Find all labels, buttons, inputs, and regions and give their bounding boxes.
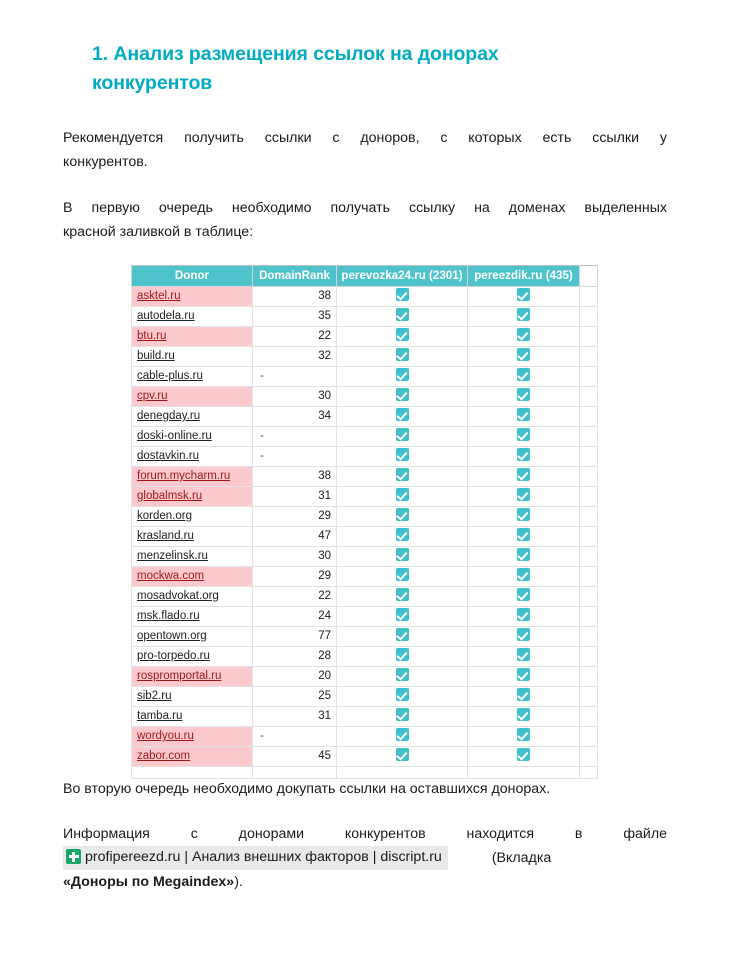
table-header-row	[132, 266, 598, 287]
checkbox-checked-icon[interactable]	[396, 728, 409, 741]
table-row	[132, 667, 598, 687]
checkbox-checked-icon[interactable]	[517, 408, 530, 421]
table-row	[132, 387, 598, 407]
table-row	[132, 427, 598, 447]
cell-donor	[132, 367, 253, 387]
cell-pereezdik	[468, 347, 580, 367]
donor-link[interactable]: forum.mycharm.ru	[137, 470, 231, 482]
table-row	[132, 407, 598, 427]
paragraph-line: конкурентов.	[63, 154, 148, 170]
cell-spacer	[580, 587, 598, 607]
table-row	[132, 327, 598, 347]
cell-spacer	[580, 307, 598, 327]
file-chip[interactable]	[63, 846, 448, 870]
cell-donor	[132, 287, 253, 307]
column-header-domainrank[interactable]: DomainRank	[253, 266, 337, 287]
cell-spacer	[580, 527, 598, 547]
cell-domainrank: 28	[253, 647, 337, 667]
checkbox-checked-icon[interactable]	[396, 428, 409, 441]
checkbox-checked-icon[interactable]	[517, 288, 530, 301]
paragraph-line: Рекомендуется получить ссылки с доноров, с которых есть ссылки у	[63, 130, 667, 146]
table-row	[132, 607, 598, 627]
table-row	[132, 687, 598, 707]
cell-donor	[132, 527, 253, 547]
cell-perevozka24	[337, 367, 468, 387]
cell-perevozka24	[337, 387, 468, 407]
donor-link[interactable]: menzelinsk.ru	[137, 550, 208, 562]
cell-perevozka24	[337, 327, 468, 347]
checkbox-checked-icon[interactable]	[396, 608, 409, 621]
table-row	[132, 287, 598, 307]
cell-perevozka24	[337, 427, 468, 447]
tab-note-suffix: ).	[234, 874, 243, 891]
cell-spacer	[580, 367, 598, 387]
donor-link[interactable]: autodela.ru	[137, 310, 195, 322]
heading-number: 1.	[92, 43, 109, 65]
checkbox-checked-icon[interactable]	[517, 748, 530, 761]
cell-domainrank: -	[253, 367, 337, 387]
donor-link[interactable]: opentown.org	[137, 630, 207, 642]
heading-text: Анализ размещения ссылок на донорах конкурентов	[92, 43, 499, 94]
paragraph-line: Во вторую очередь необходимо докупать ссылки на оставшихся донорах.	[63, 781, 551, 797]
paragraph-line: В первую очередь необходимо получать ссылку на доменах выделенных	[63, 200, 667, 216]
checkbox-checked-icon[interactable]	[396, 648, 409, 661]
cell-perevozka24	[337, 747, 468, 767]
cell-donor	[132, 707, 253, 727]
cell-pereezdik	[468, 407, 580, 427]
cell-donor	[132, 547, 253, 567]
column-header-perevozka24[interactable]: perevozka24.ru (2301)	[337, 266, 468, 287]
cell-pereezdik	[468, 327, 580, 347]
cell-spacer	[580, 747, 598, 767]
cell-spacer	[580, 667, 598, 687]
checkbox-checked-icon[interactable]	[396, 368, 409, 381]
cell-donor	[132, 607, 253, 627]
checkbox-checked-icon[interactable]	[517, 608, 530, 621]
cell-domainrank: -	[253, 447, 337, 467]
cell-pereezdik	[468, 687, 580, 707]
column-header-spacer	[580, 266, 598, 287]
cell-spacer	[580, 407, 598, 427]
cell-domainrank: 25	[253, 687, 337, 707]
cell-pereezdik	[468, 287, 580, 307]
cell-pereezdik	[468, 487, 580, 507]
tab-name-line	[63, 870, 667, 894]
table-row	[132, 527, 598, 547]
checkbox-checked-icon[interactable]	[517, 468, 530, 481]
checkbox-checked-icon[interactable]	[396, 688, 409, 701]
cell-pereezdik	[468, 387, 580, 407]
donor-link[interactable]: build.ru	[137, 350, 175, 362]
cell-pereezdik	[468, 507, 580, 527]
cell-donor	[132, 627, 253, 647]
donor-link[interactable]: btu.ru	[137, 330, 167, 342]
cell-perevozka24	[337, 307, 468, 327]
cell-pereezdik	[468, 567, 580, 587]
cell-donor	[132, 647, 253, 667]
checkbox-checked-icon[interactable]	[517, 588, 530, 601]
donors-table-container	[131, 265, 597, 779]
table-row	[132, 447, 598, 467]
table-row	[132, 547, 598, 567]
checkbox-checked-icon[interactable]	[517, 388, 530, 401]
cell-spacer	[580, 387, 598, 407]
table-row	[132, 347, 598, 367]
cell-spacer	[580, 727, 598, 747]
cell-perevozka24	[337, 687, 468, 707]
donor-link[interactable]: rospromportal.ru	[137, 670, 222, 682]
donor-link[interactable]: mosadvokat.org	[137, 590, 219, 602]
table-row	[132, 467, 598, 487]
checkbox-checked-icon[interactable]	[396, 288, 409, 301]
cell-spacer	[580, 547, 598, 567]
cell-donor	[132, 587, 253, 607]
table-row	[132, 727, 598, 747]
donor-link[interactable]: korden.org	[137, 510, 192, 522]
cell-donor	[132, 747, 253, 767]
table-row	[132, 487, 598, 507]
cell-domainrank: 30	[253, 387, 337, 407]
checkbox-checked-icon[interactable]	[517, 448, 530, 461]
checkbox-checked-icon[interactable]	[517, 688, 530, 701]
cell-domainrank: 34	[253, 407, 337, 427]
checkbox-checked-icon[interactable]	[517, 328, 530, 341]
donor-link[interactable]: msk.flado.ru	[137, 610, 200, 622]
cell-perevozka24	[337, 487, 468, 507]
table-row	[132, 707, 598, 727]
checkbox-checked-icon[interactable]	[517, 528, 530, 541]
cell-perevozka24	[337, 627, 468, 647]
checkbox-checked-icon[interactable]	[517, 708, 530, 721]
cell-spacer	[580, 607, 598, 627]
cell-pereezdik	[468, 367, 580, 387]
checkbox-checked-icon[interactable]	[517, 668, 530, 681]
cell-donor	[132, 467, 253, 487]
cell-pereezdik	[468, 727, 580, 747]
table-row	[132, 647, 598, 667]
cell-domainrank: -	[253, 727, 337, 747]
cell-pereezdik	[468, 647, 580, 667]
cell-spacer	[580, 287, 598, 307]
checkbox-checked-icon[interactable]	[396, 408, 409, 421]
cell-pereezdik	[468, 447, 580, 467]
checkbox-checked-icon[interactable]	[517, 628, 530, 641]
donor-link[interactable]: doski-online.ru	[137, 430, 212, 442]
cell-perevozka24	[337, 707, 468, 727]
file-chip-label: profipereezd.ru | Анализ внешних факторов | discript.ru	[85, 849, 442, 866]
cell-donor	[132, 387, 253, 407]
checkbox-checked-icon[interactable]	[517, 368, 530, 381]
cell-domainrank: 29	[253, 567, 337, 587]
donor-link[interactable]: tamba.ru	[137, 710, 183, 722]
table-body	[132, 287, 598, 779]
checkbox-checked-icon[interactable]	[517, 308, 530, 321]
cell-domainrank: 32	[253, 347, 337, 367]
donor-link[interactable]: denegday.ru	[137, 410, 201, 422]
cell-perevozka24	[337, 287, 468, 307]
cell-domainrank: 31	[253, 707, 337, 727]
donor-link[interactable]: krasland.ru	[137, 530, 194, 542]
checkbox-checked-icon[interactable]	[517, 488, 530, 501]
cell-spacer	[580, 567, 598, 587]
checkbox-checked-icon[interactable]	[517, 728, 530, 741]
cell-pereezdik	[468, 627, 580, 647]
checkbox-checked-icon[interactable]	[517, 648, 530, 661]
cell-donor	[132, 307, 253, 327]
cell-donor	[132, 567, 253, 587]
cell-pereezdik	[468, 747, 580, 767]
donor-link[interactable]: cpv.ru	[137, 390, 168, 402]
cell-perevozka24	[337, 447, 468, 467]
cell-donor	[132, 447, 253, 467]
table-row	[132, 587, 598, 607]
cell-perevozka24	[337, 727, 468, 747]
donor-link[interactable]: globalmsk.ru	[137, 490, 203, 502]
checkbox-checked-icon[interactable]	[517, 568, 530, 581]
paragraph-line: Информация с донорами конкурентов находится в файле	[63, 826, 667, 842]
paragraph-priority	[63, 196, 667, 244]
cell-spacer	[580, 687, 598, 707]
donor-link[interactable]: zabor.com	[137, 750, 191, 762]
cell-domainrank: 77	[253, 627, 337, 647]
checkbox-checked-icon[interactable]	[396, 488, 409, 501]
cell-donor	[132, 487, 253, 507]
cell-pereezdik	[468, 307, 580, 327]
cell-domainrank: 22	[253, 327, 337, 347]
cell-perevozka24	[337, 587, 468, 607]
cell-perevozka24	[337, 567, 468, 587]
cell-domainrank: 30	[253, 547, 337, 567]
cell-perevozka24	[337, 347, 468, 367]
checkbox-checked-icon[interactable]	[396, 508, 409, 521]
table-row	[132, 307, 598, 327]
table-row	[132, 507, 598, 527]
cell-spacer	[580, 447, 598, 467]
donors-table	[131, 265, 598, 779]
cell-domainrank: 45	[253, 747, 337, 767]
cell-domainrank: 38	[253, 467, 337, 487]
cell-perevozka24	[337, 667, 468, 687]
cell-domainrank: 38	[253, 287, 337, 307]
table-row	[132, 567, 598, 587]
cell-perevozka24	[337, 547, 468, 567]
checkbox-checked-icon[interactable]	[396, 528, 409, 541]
column-header-pereezdik[interactable]: pereezdik.ru (435)	[468, 266, 580, 287]
table-row	[132, 747, 598, 767]
cell-perevozka24	[337, 607, 468, 627]
cell-donor	[132, 667, 253, 687]
cell-pereezdik	[468, 607, 580, 627]
donor-link[interactable]: pro-torpedo.ru	[137, 650, 210, 662]
cell-pereezdik	[468, 707, 580, 727]
cell-spacer	[580, 707, 598, 727]
cell-pereezdik	[468, 427, 580, 447]
checkbox-checked-icon[interactable]	[396, 348, 409, 361]
page-title	[92, 40, 622, 98]
cell-pereezdik	[468, 467, 580, 487]
checkbox-checked-icon[interactable]	[396, 468, 409, 481]
cell-donor	[132, 507, 253, 527]
donor-link[interactable]: sib2.ru	[137, 690, 172, 702]
cell-domainrank: 24	[253, 607, 337, 627]
checkbox-checked-icon[interactable]	[396, 628, 409, 641]
cell-domainrank: 29	[253, 507, 337, 527]
cell-donor	[132, 427, 253, 447]
cell-perevozka24	[337, 647, 468, 667]
cell-spacer	[580, 347, 598, 367]
cell-domainrank: 35	[253, 307, 337, 327]
checkbox-checked-icon[interactable]	[517, 508, 530, 521]
cell-donor	[132, 727, 253, 747]
cell-perevozka24	[337, 507, 468, 527]
cell-spacer	[580, 427, 598, 447]
checkbox-checked-icon[interactable]	[517, 428, 530, 441]
cell-pereezdik	[468, 527, 580, 547]
checkbox-checked-icon[interactable]	[396, 308, 409, 321]
cell-spacer	[580, 627, 598, 647]
paragraph-second-priority	[63, 777, 667, 801]
donor-link[interactable]: wordyou.ru	[137, 730, 194, 742]
cell-spacer	[580, 487, 598, 507]
checkbox-checked-icon[interactable]	[396, 328, 409, 341]
cell-domainrank: 31	[253, 487, 337, 507]
cell-domainrank: 47	[253, 527, 337, 547]
cell-donor	[132, 347, 253, 367]
cell-spacer	[580, 327, 598, 347]
donor-link[interactable]: cable-plus.ru	[137, 370, 203, 382]
column-header-donor[interactable]: Donor	[132, 266, 253, 287]
cell-donor	[132, 687, 253, 707]
checkbox-checked-icon[interactable]	[396, 588, 409, 601]
cell-perevozka24	[337, 467, 468, 487]
donor-link[interactable]: dostavkin.ru	[137, 450, 200, 462]
cell-donor	[132, 327, 253, 347]
checkbox-checked-icon[interactable]	[396, 388, 409, 401]
donor-link[interactable]: mockwa.com	[137, 570, 205, 582]
cell-domainrank: -	[253, 427, 337, 447]
checkbox-checked-icon[interactable]	[396, 708, 409, 721]
google-sheets-icon	[66, 849, 81, 864]
checkbox-checked-icon[interactable]	[396, 668, 409, 681]
tab-note-prefix: (Вкладка	[491, 850, 552, 867]
cell-pereezdik	[468, 587, 580, 607]
checkbox-checked-icon[interactable]	[396, 748, 409, 761]
table-row	[132, 367, 598, 387]
checkbox-checked-icon[interactable]	[396, 548, 409, 561]
checkbox-checked-icon[interactable]	[396, 568, 409, 581]
paragraph-recommendation	[63, 126, 667, 174]
file-reference-line	[63, 846, 667, 870]
cell-pereezdik	[468, 547, 580, 567]
table-row	[132, 627, 598, 647]
cell-pereezdik	[468, 667, 580, 687]
tab-note	[492, 846, 551, 870]
checkbox-checked-icon[interactable]	[396, 448, 409, 461]
cell-perevozka24	[337, 407, 468, 427]
donor-link[interactable]: asktel.ru	[137, 290, 181, 302]
checkbox-checked-icon[interactable]	[517, 348, 530, 361]
cell-spacer	[580, 647, 598, 667]
checkbox-checked-icon[interactable]	[517, 548, 530, 561]
cell-spacer	[580, 467, 598, 487]
cell-perevozka24	[337, 527, 468, 547]
cell-domainrank: 20	[253, 667, 337, 687]
paragraph-line: красной заливкой в таблице:	[63, 224, 254, 240]
cell-donor	[132, 407, 253, 427]
cell-domainrank: 22	[253, 587, 337, 607]
cell-spacer	[580, 507, 598, 527]
tab-name: «Доноры по Megaindex»	[63, 874, 235, 891]
paragraph-file-location	[63, 822, 667, 894]
